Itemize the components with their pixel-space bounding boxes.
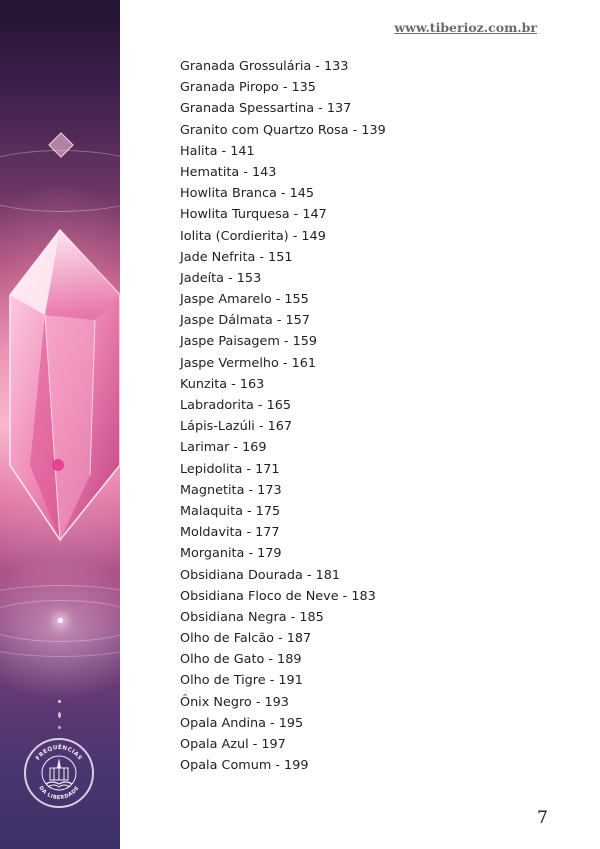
sparkle: [58, 618, 63, 623]
page-number: 7: [537, 808, 548, 828]
halo-ring: [0, 150, 120, 212]
sparkle: [58, 712, 61, 718]
toc-entry: Granito com Quartzo Rosa - 139: [180, 122, 386, 138]
logo-text-top: FREQUÊNCIAS: [35, 744, 83, 762]
toc-entry: Granada Piropo - 135: [180, 80, 316, 96]
toc-entry: Olho de Gato - 189: [180, 652, 302, 668]
toc-entry: Lápis-Lazúli - 167: [180, 419, 293, 435]
sparkle: [58, 700, 61, 703]
brand-emblem-icon: [26, 740, 92, 806]
toc-entry: Granada Spessartina - 137: [180, 101, 352, 117]
sparkle: [58, 726, 61, 729]
toc-entry: Jaspe Amarelo - 155: [180, 292, 309, 308]
toc-entry: Jaspe Dálmata - 157: [180, 313, 310, 329]
brand-logo: [24, 738, 94, 808]
toc-entry: Lepidolita - 171: [180, 461, 280, 477]
toc-entry: Opala Comum - 199: [180, 758, 309, 774]
toc-entry: Larimar - 169: [180, 440, 267, 456]
toc-entry: Jade Nefrita - 151: [180, 249, 293, 265]
toc-entry: Moldavita - 177: [180, 525, 280, 541]
toc-entry: Obsidiana Dourada - 181: [180, 567, 340, 583]
toc-entry: Morganita - 179: [180, 546, 282, 562]
toc-entry: Olho de Tigre - 191: [180, 673, 303, 689]
table-of-contents: [180, 56, 386, 776]
site-url-link[interactable]: www.tiberioz.com.br: [394, 20, 537, 35]
toc-entry: Ônix Negro - 193: [180, 694, 289, 710]
toc-entry: Opala Andina - 195: [180, 715, 304, 731]
toc-entry: Iolita (Cordierita) - 149: [180, 228, 326, 244]
toc-entry: Granada Grossulária - 133: [180, 59, 349, 74]
toc-entry: Obsidiana Floco de Neve - 183: [180, 588, 376, 604]
logo-text-bottom: DA LIBERDADE: [37, 785, 81, 802]
toc-entry: Howlita Turquesa - 147: [180, 207, 327, 223]
toc-entry: Olho de Falcão - 187: [180, 631, 312, 647]
toc-entry: Jadeíta - 153: [180, 270, 262, 286]
toc-entry: Obsidiana Negra - 185: [180, 609, 324, 625]
toc-entry: Jaspe Paisagem - 159: [180, 334, 318, 350]
toc-entry: Opala Azul - 197: [180, 737, 286, 752]
pink-crystal-icon: [0, 225, 120, 545]
toc-entry: Magnetita - 173: [180, 482, 282, 498]
toc-entry: Kunzita - 163: [180, 376, 265, 392]
toc-entry: Howlita Branca - 145: [180, 186, 315, 202]
decorative-sidebar: [0, 0, 120, 849]
toc-entry: Labradorita - 165: [180, 398, 292, 413]
toc-entry: Hematita - 143: [180, 164, 277, 180]
toc-entry: Jaspe Vermelho - 161: [180, 355, 317, 371]
toc-entry: Halita - 141: [180, 143, 255, 159]
toc-entry: Malaquita - 175: [180, 503, 281, 519]
